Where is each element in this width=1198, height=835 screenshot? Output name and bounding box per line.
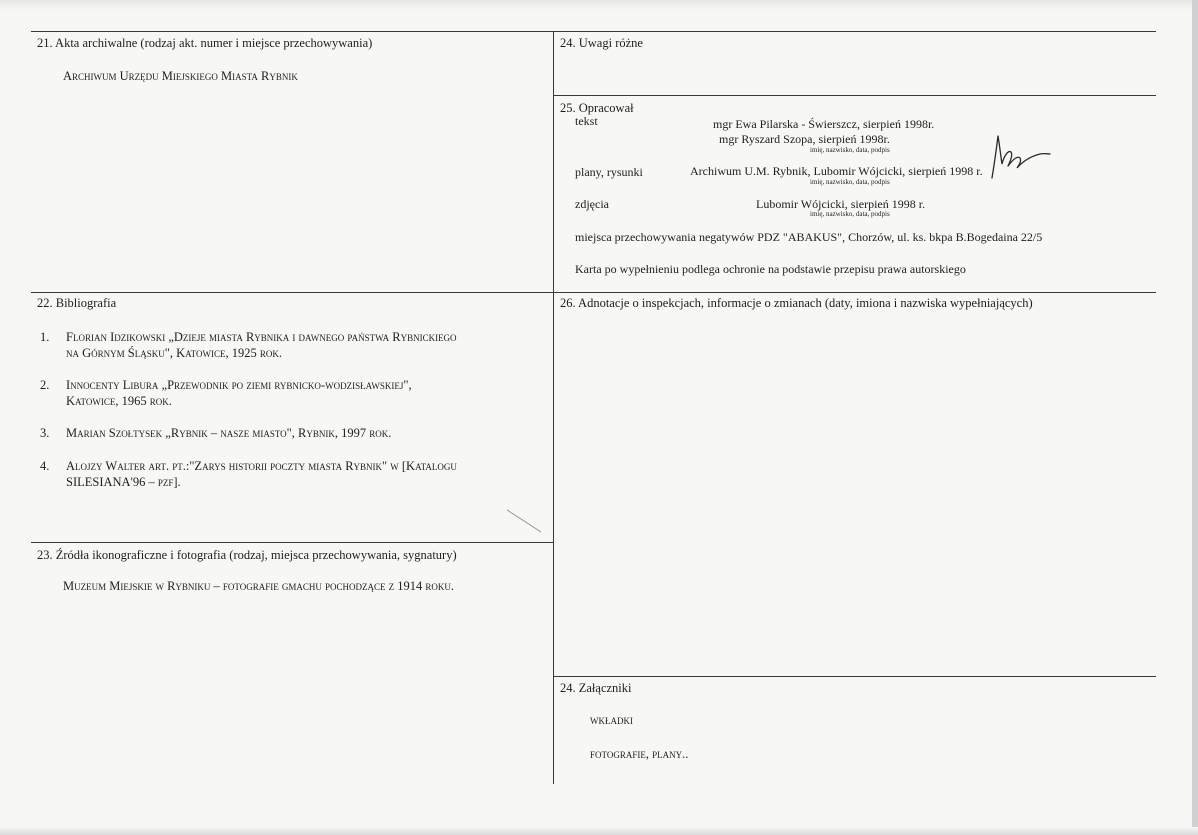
zdjecia-label: zdjęcia bbox=[575, 197, 609, 211]
bibliography-item bbox=[40, 425, 550, 443]
rule-24-25 bbox=[553, 95, 1156, 96]
bibliography-line: Katowice, 1965 rok. bbox=[66, 394, 172, 408]
paper-right-edge bbox=[1192, 0, 1198, 835]
bibliography-item bbox=[40, 458, 550, 492]
section-23-heading: 23. Źródła ikonograficzne i fotografia (rodzaj, miejsca przechowywania, sygnatury) bbox=[37, 548, 457, 562]
tekst-label: tekst bbox=[575, 114, 598, 128]
attachment-wkladki: wkładki bbox=[590, 713, 633, 727]
section-24-zalaczniki-heading: 24. Załączniki bbox=[560, 681, 632, 695]
stray-pen-mark bbox=[505, 508, 545, 536]
bibliography-line: na Górnym Śląsku", Katowice, 1925 rok. bbox=[66, 346, 282, 360]
bibliography-line: Marian Szołtysek „Rybnik – nasze miasto", Rybnik, 1997 rok. bbox=[66, 426, 392, 440]
bibliography-item bbox=[40, 329, 550, 363]
bibliography-number: 3. bbox=[40, 426, 50, 440]
section-25-heading: 25. Opracował bbox=[560, 101, 634, 115]
bibliography-number: 1. bbox=[40, 330, 50, 344]
rule-middle bbox=[31, 292, 1156, 293]
paper-bottom-edge bbox=[0, 827, 1198, 835]
plany-value: Archiwum U.M. Rybnik, Lubomir Wójcicki, sierpień 1998 r. bbox=[690, 164, 983, 178]
negatives-location: miejsca przechowywania negatywów PDZ "ABAKUS", Chorzów, ul. ks. bkpa B.Bogedaina 22/5 bbox=[575, 230, 1043, 244]
copyright-note: Karta po wypełnieniu podlega ochronie na podstawie przepisu prawa autorskiego bbox=[575, 262, 966, 276]
bibliography-line: Alojzy Walter art. pt.:"Zarys historii poczty miasta Rybnik" w [Katalogu bbox=[66, 459, 457, 473]
bibliography-number: 4. bbox=[40, 459, 50, 473]
attachment-fotografie: fotografie, plany.. bbox=[590, 747, 689, 761]
section-26-heading: 26. Adnotacje o inspekcjach, informacje o zmianach (daty, imiona i nazwiska wypełniających) bbox=[560, 296, 1033, 310]
bibliography-number: 2. bbox=[40, 378, 50, 392]
section-22-heading: 22. Bibliografia bbox=[37, 296, 117, 310]
tekst-author-2: mgr Ryszard Szopa, sierpień 1998r. bbox=[719, 132, 890, 146]
rule-22-23 bbox=[31, 542, 553, 543]
bibliography-line: Florian Idzikowski „Dzieje miasta Rybnika i dawnego państwa Rybnickiego bbox=[66, 330, 457, 344]
paper-top-edge bbox=[0, 0, 1198, 10]
tekst-author-1: mgr Ewa Pilarska - Świerszcz, sierpień 1998r. bbox=[713, 117, 935, 131]
caption-tekst: imię, nazwisko, data, podpis bbox=[810, 146, 890, 154]
rule-zalaczniki bbox=[553, 676, 1156, 677]
section-23-content: Muzeum Miejskie w Rybniku – fotografie gmachu pochodzące z 1914 roku. bbox=[63, 579, 455, 593]
zdjecia-value: Lubomir Wójcicki, sierpień 1998 r. bbox=[756, 197, 926, 211]
caption-zdjecia: imię, nazwisko, data, podpis bbox=[810, 210, 890, 218]
caption-plany: imię, nazwisko, data, podpis bbox=[810, 178, 890, 186]
section-24-uwagi-heading: 24. Uwagi różne bbox=[560, 36, 643, 50]
bibliography-line: Innocenty Libura „Przewodnik po ziemi rybnicko-wodzisławskiej", bbox=[66, 378, 412, 392]
bibliography-item bbox=[40, 377, 550, 411]
bibliography-line: SILESIANA'96 – pzf]. bbox=[66, 475, 181, 489]
top-rule bbox=[31, 31, 1156, 32]
section-21-heading: 21. Akta archiwalne (rodzaj akt. numer i miejsce przechowywania) bbox=[37, 36, 373, 50]
plany-label: plany, rysunki bbox=[575, 165, 643, 179]
handwritten-signature bbox=[984, 130, 1054, 186]
section-21-content: Archiwum Urzędu Miejskiego Miasta Rybnik bbox=[63, 69, 298, 83]
